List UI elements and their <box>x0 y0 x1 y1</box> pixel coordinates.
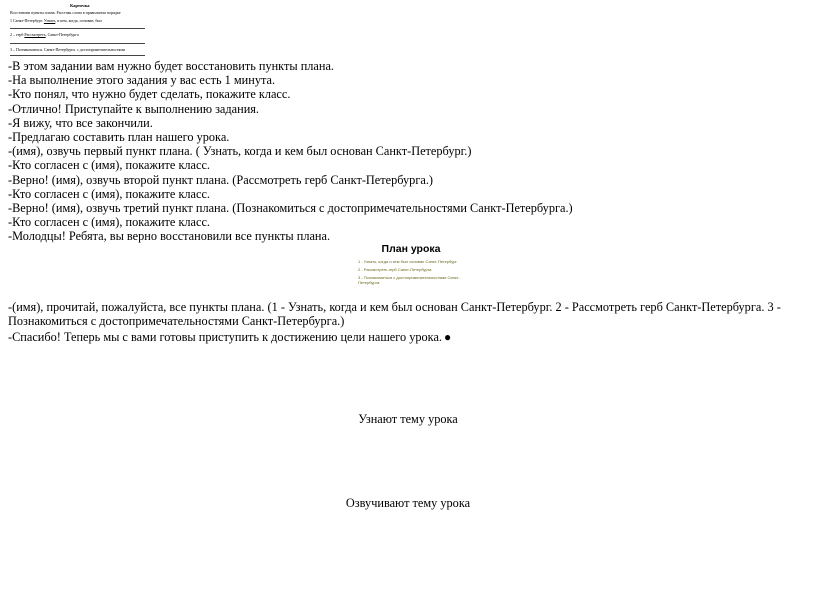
dialog-line: -В этом задании вам нужно будет восстановить пункты плана. <box>8 59 334 73</box>
closing-line <box>8 330 451 344</box>
card-answer-rule-2 <box>10 43 145 44</box>
closing-line-text: -Спасибо! Теперь мы с вами готовы приступить к достижению цели нашего урока. <box>8 330 442 344</box>
dialog-line: -Кто согласен с (имя), покажите класс. <box>8 186 211 201</box>
dialog-line: -Предлагаю составить план нашего урока. <box>8 130 230 145</box>
dialog-line: -Я вижу, что все закончили. <box>8 115 153 130</box>
dialog-line: -Верно! (имя), озвучь третий пункт плана. (Познакомиться с достопримечательностями Санкт-Петербурга.) <box>8 201 573 216</box>
read-plan-paragraph: -(имя), прочитай, пожалуйста, все пункты плана. (1 - Узнать, когда и кем был основан Санкт-Петербург. 2 - Рассмотреть герб Санкт-Петербурга. 3 - Познакомиться с достопримечательностями Санкт-Петербурга.) <box>8 300 781 329</box>
card-line-2-underlined: Рассмотреть <box>24 32 46 37</box>
plan-item: 3 - Познакомиться с достопримечательностями Санкт-Петербурга. <box>358 275 460 285</box>
dialog-line: -Отлично! Приступайте к выполнению задания. <box>8 101 259 116</box>
card-title: Карточка <box>70 3 90 8</box>
dialog-line: -Молодцы! Ребята, вы верно восстановили все пункты плана. <box>8 229 331 244</box>
teacher-dialog <box>8 59 573 244</box>
card-line-1-suffix: , и кем, когда, основан, был <box>55 18 103 23</box>
card-instruction: Восстанови пункты плана. Расставь слова в правильном порядке <box>10 10 121 15</box>
dialog-line: -Верно! (имя), озвучь второй пункт плана. (Рассмотреть герб Санкт-Петербурга.) <box>8 172 433 187</box>
card-answer-rule-3 <box>10 55 145 56</box>
dialog-line: -(имя), озвучь первый пункт плана. ( Узнать, когда и кем был основан Санкт-Петербург.) <box>8 144 472 159</box>
dialog-line: -Кто согласен с (имя), покажите класс. <box>8 215 211 230</box>
card-line-2 <box>10 32 79 37</box>
bullet-icon: ● <box>444 330 452 344</box>
dialog-line: -Кто понял, что нужно будет сделать, покажите класс. <box>8 87 291 102</box>
card-line-3: 3 – Познакомиться. Санкт-Петербурга. с достопримечательностями <box>10 47 126 52</box>
plan-list <box>358 259 466 288</box>
card-line-2-suffix: , Санкт-Петербурга <box>45 32 79 37</box>
card-line-2-prefix: 2 – герб <box>10 32 25 37</box>
card-line-1-underlined: Узнать <box>43 18 56 23</box>
card-answer-rule-1 <box>10 28 145 29</box>
student-activity-2: Озвучивают тему урока <box>345 496 471 510</box>
student-activity-1: Узнают тему урока <box>358 412 458 426</box>
plan-item: 2 - Рассмотреть герб Санкт-Петербурга. <box>358 267 433 272</box>
plan-title: План урока <box>381 243 441 255</box>
card-line-1-prefix: 1 Санкт-Петербург. <box>10 18 44 23</box>
plan-item: 1 - Узнать, когда и кем был основан Санкт-Петербург. <box>358 259 458 264</box>
dialog-line: -На выполнение этого задания у вас есть 1 минута. <box>8 73 276 88</box>
card-line-1 <box>10 18 102 23</box>
dialog-line: -Кто согласен с (имя), покажите класс. <box>8 158 211 173</box>
